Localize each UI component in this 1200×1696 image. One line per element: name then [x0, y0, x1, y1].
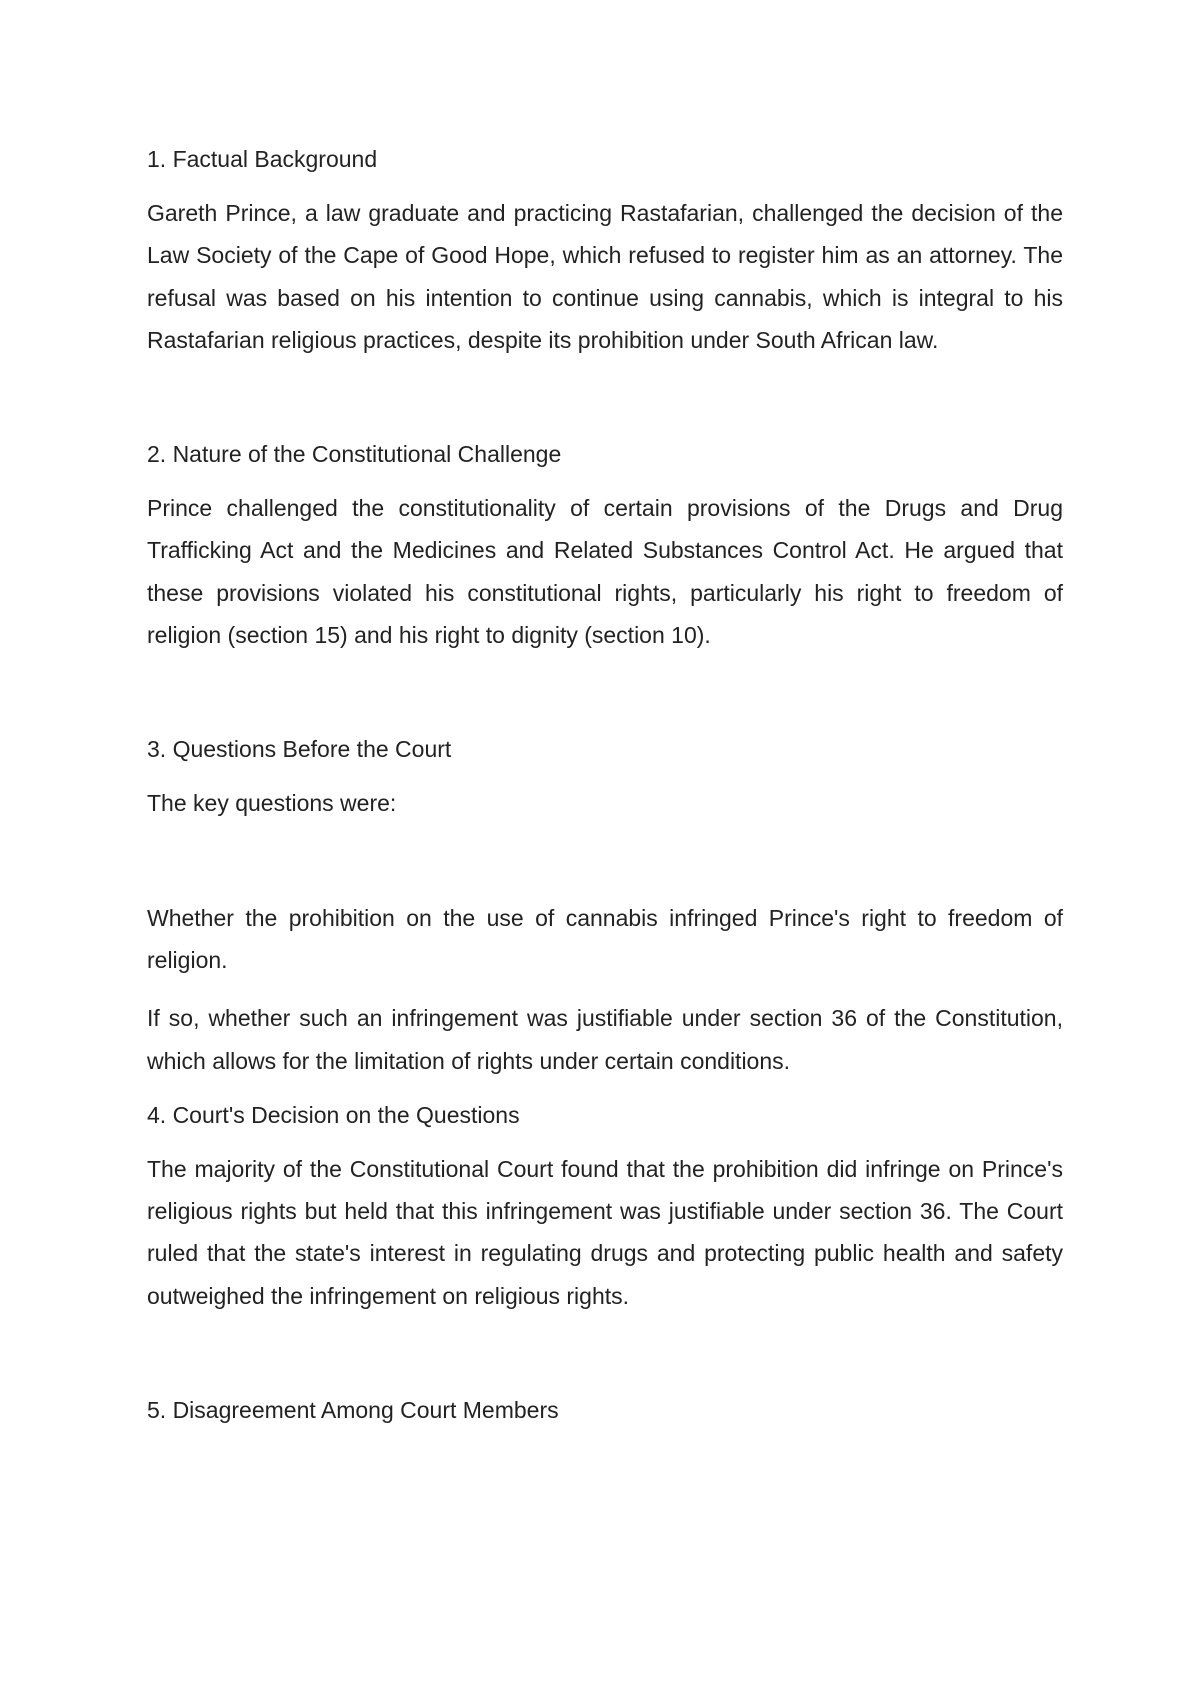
document-page	[147, 142, 1063, 1427]
section-3-intro: The key questions were:	[147, 790, 397, 817]
section-2-heading: 2. Nature of the Constitutional Challenge	[147, 441, 562, 468]
question-1: Whether the prohibition on the use of cannabis infringed Prince's right to freedom of religion.	[147, 904, 1063, 973]
section-4-heading: 4. Court's Decision on the Questions	[147, 1101, 520, 1128]
section-5-heading: 5. Disagreement Among Court Members	[147, 1397, 559, 1424]
question-2: If so, whether such an infringement was justifiable under section 36 of the Constitution, which allows for the limitation of rights under certain conditions.	[147, 1005, 1063, 1074]
section-2-body: Prince challenged the constitutionality of certain provisions of the Drugs and Drug Trafficking Act and the Medicines and Related Substances Control Act. He argued that these provisions violated his constitutional rights, particularly his right to freedom of religion (section 15) and his right to dignity (section 10).	[147, 495, 1063, 649]
section-1-body: Gareth Prince, a law graduate and practicing Rastafarian, challenged the decision of the Law Society of the Cape of Good Hope, which refused to register him as an attorney. The refusal was based on his intention to continue using cannabis, which is integral to his Rastafarian religious practices, despite its prohibition under South African law.	[147, 200, 1063, 353]
section-4-body: The majority of the Constitutional Court found that the prohibition did infringe on Prince's religious rights but held that this infringement was justifiable under section 36. The Court ruled that the state's interest in regulating drugs and protecting public health and safety outweighed the infringement on religious rights.	[147, 1155, 1063, 1309]
section-1-heading: 1. Factual Background	[147, 146, 378, 172]
section-3-heading: 3. Questions Before the Court	[147, 736, 452, 763]
